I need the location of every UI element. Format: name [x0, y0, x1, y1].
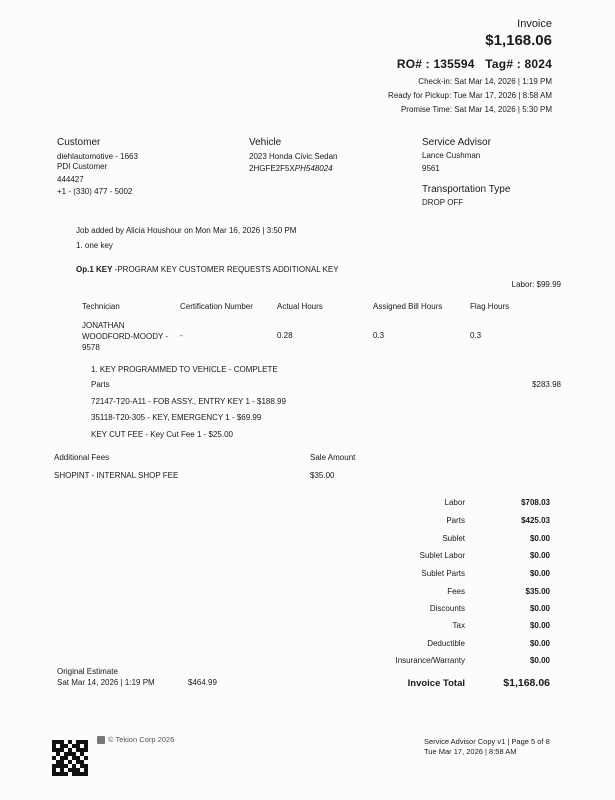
summary-label: Insurance/Warranty — [395, 656, 465, 665]
part-line: 72147-T20-A11 - FOB ASSY., ENTRY KEY 1 - $188.99 — [91, 397, 286, 406]
fees-heading: Additional Fees — [54, 453, 110, 462]
estimate-date: Sat Mar 14, 2026 | 1:19 PM — [57, 678, 155, 687]
vin-suffix: PH548024 — [294, 164, 333, 173]
summary-label: Sublet — [442, 534, 465, 543]
summary-label: Labor — [444, 498, 465, 507]
qr-code — [52, 740, 88, 776]
tech-col-certification: Certification Number — [180, 302, 253, 311]
summary-value: $425.03 — [521, 516, 550, 525]
tech-flag: 0.3 — [470, 331, 482, 340]
summary-label: Parts — [446, 516, 465, 525]
estimate-heading: Original Estimate — [57, 667, 118, 676]
advisor-name: Lance Cushman — [422, 151, 481, 160]
summary-label: Deductible — [427, 639, 465, 648]
tag-label: Tag# : — [485, 57, 521, 71]
summary-value: $0.00 — [529, 569, 550, 578]
summary-label: Fees — [447, 587, 465, 596]
invoice-total-value: $1,168.06 — [503, 677, 550, 689]
vehicle-description: 2023 Honda Civic Sedan — [249, 152, 338, 161]
ro-tag-line — [397, 57, 552, 71]
job-concern: 1. one key — [76, 241, 113, 250]
tag-number: 8024 — [524, 57, 552, 71]
advisor-number: 9561 — [422, 164, 440, 173]
part-line: 35118-T20-305 - KEY, EMERGENCY 1 - $69.99 — [91, 413, 262, 422]
summary-value: $0.00 — [529, 534, 550, 543]
customer-name: diehlautomotive - 1663 — [57, 152, 138, 161]
summary-label: Sublet Parts — [421, 569, 465, 578]
tech-name: JONATHAN WOODFORD-MOODY - 9578 — [82, 321, 169, 352]
operation-line — [76, 265, 339, 274]
customer-heading: Customer — [57, 137, 101, 148]
job-correction: 1. KEY PROGRAMMED TO VEHICLE - COMPLETE — [91, 365, 278, 374]
summary-label: Sublet Labor — [419, 551, 465, 560]
transport-value: DROP OFF — [422, 198, 464, 207]
operation-description: -PROGRAM KEY CUSTOMER REQUESTS ADDITIONAL KEY — [112, 265, 339, 274]
summary-value: $0.00 — [529, 621, 550, 630]
customer-phone: +1 - (330) 477 - 5002 — [57, 187, 133, 196]
summary-value: $0.00 — [529, 551, 550, 560]
summary-value: $0.00 — [529, 604, 550, 613]
checkin-time: Check-in: Sat Mar 14, 2026 | 1:19 PM — [418, 77, 552, 86]
fees-amount-heading: Sale Amount — [310, 453, 356, 462]
tech-actual: 0.28 — [277, 331, 293, 340]
ro-number: 135594 — [433, 57, 475, 71]
tech-col-assigned-hours: Assigned Bill Hours — [373, 302, 443, 311]
summary-value: $708.03 — [521, 498, 550, 507]
printed-time: Tue Mar 17, 2026 | 8:58 AM — [424, 747, 517, 756]
operation-code: Op.1 KEY — [76, 265, 113, 274]
vehicle-vin — [249, 164, 333, 173]
copy-info: Service Advisor Copy v1 | Page 5 of 8 — [424, 737, 550, 746]
advisor-heading: Service Advisor — [422, 137, 491, 148]
fee-amount: $35.00 — [310, 471, 335, 480]
tech-assigned: 0.3 — [373, 331, 385, 340]
document-type: Invoice — [517, 18, 552, 30]
tekion-logo-icon — [97, 736, 105, 744]
part-line: KEY CUT FEE - Key Cut Fee 1 - $25.00 — [91, 430, 233, 439]
tech-cert: - — [180, 331, 183, 340]
customer-type: PDI Customer — [57, 162, 108, 171]
parts-heading: Parts — [91, 380, 110, 389]
ro-label: RO# : — [396, 57, 430, 71]
summary-value: $35.00 — [525, 587, 550, 596]
job-labor-total: Labor: $99.99 — [511, 280, 561, 289]
summary-value: $0.00 — [529, 639, 550, 648]
ready-time: Ready for Pickup: Tue Mar 17, 2026 | 8:58 AM — [388, 91, 552, 100]
tech-col-actual-hours: Actual Hours — [277, 302, 323, 311]
summary-value: $0.00 — [529, 656, 550, 665]
estimate-amount: $464.99 — [188, 678, 217, 687]
vehicle-heading: Vehicle — [249, 137, 282, 148]
summary-label: Tax — [452, 621, 465, 630]
promise-time: Promise Time: Sat Mar 14, 2026 | 5:30 PM — [400, 105, 552, 114]
fee-name: SHOPINT - INTERNAL SHOP FEE — [54, 471, 179, 480]
parts-total: $283.98 — [532, 380, 561, 389]
vin-prefix: 2HGFE2F5X — [249, 164, 295, 173]
copyright: © Tekion Corp 2026 — [108, 735, 175, 744]
summary-label: Discounts — [429, 604, 465, 613]
invoice-total-label: Invoice Total — [407, 678, 465, 689]
job-added-by: Job added by Alicia Houshour on Mon Mar 16, 2026 | 3:50 PM — [76, 226, 297, 235]
header-invoice-total: $1,168.06 — [485, 32, 552, 49]
customer-id: 444427 — [57, 175, 84, 184]
tech-col-technician: Technician — [82, 302, 120, 311]
transport-heading: Transportation Type — [422, 184, 511, 195]
tech-col-flag-hours: Flag Hours — [470, 302, 510, 311]
